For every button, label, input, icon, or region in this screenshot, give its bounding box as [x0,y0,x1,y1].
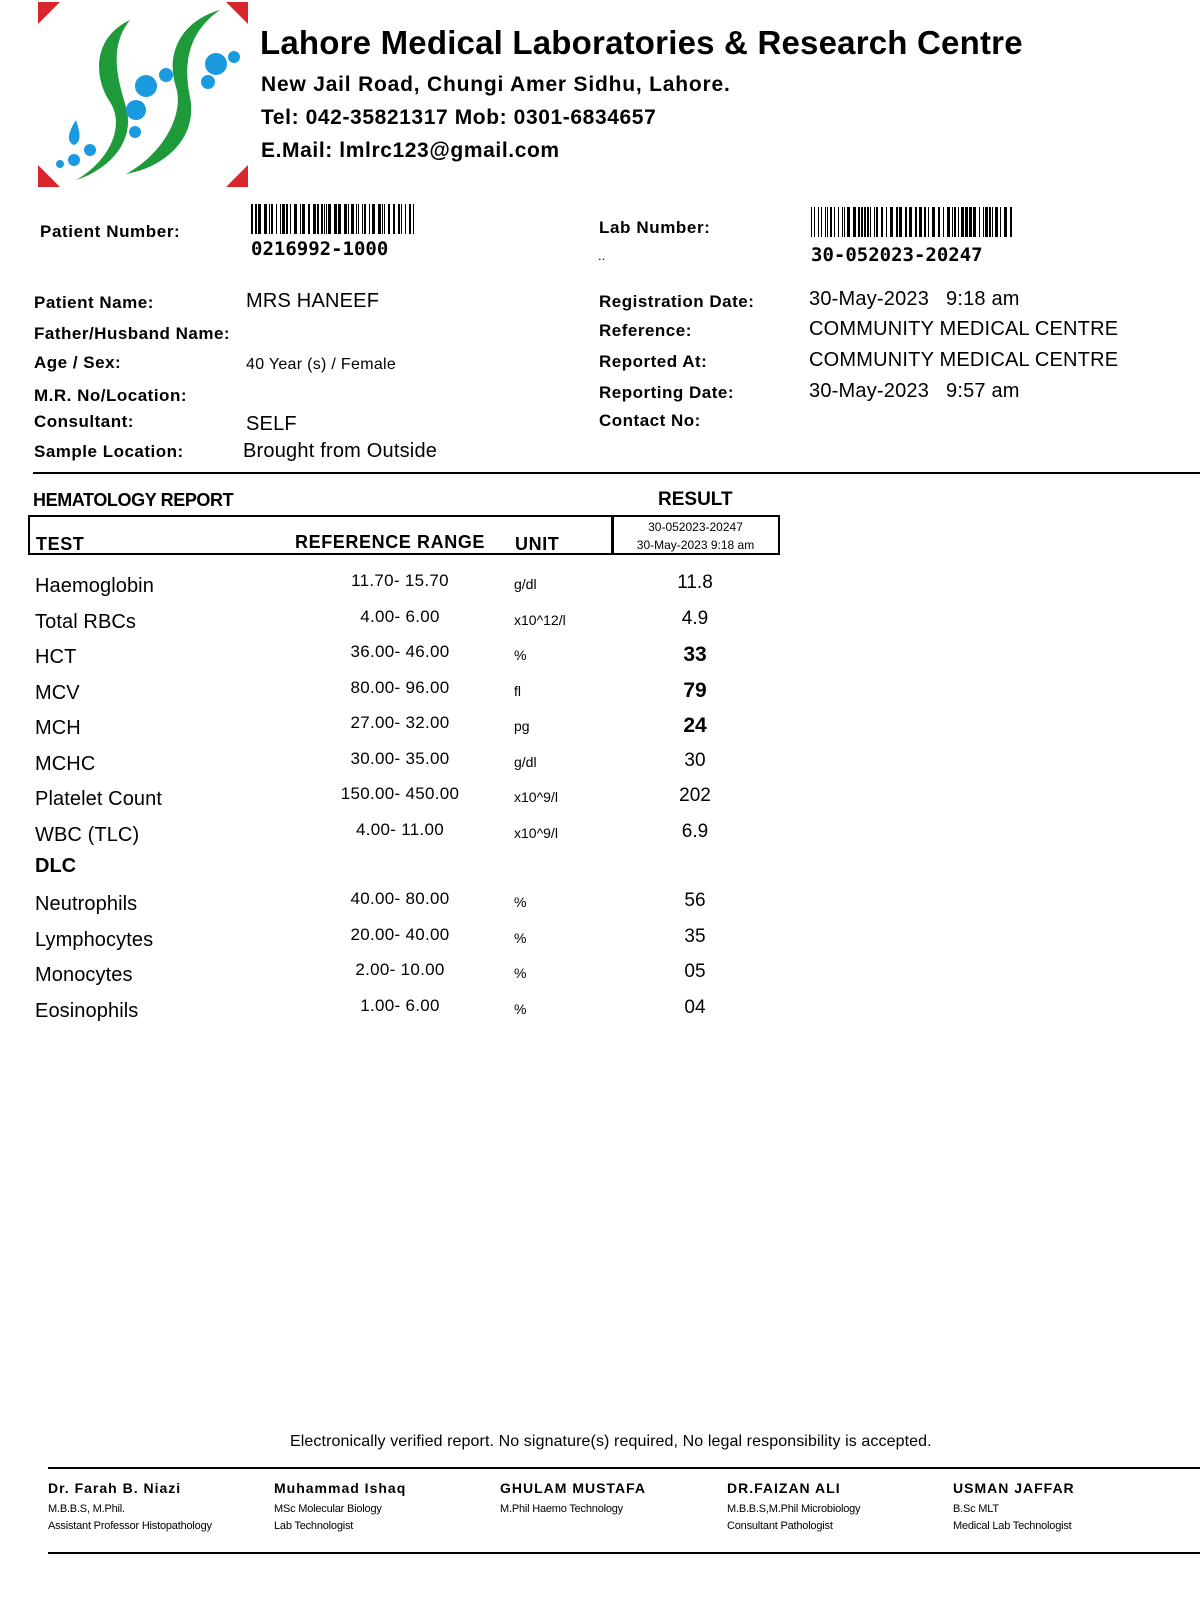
barcode-bar [280,204,281,234]
barcode-bar [842,207,843,237]
report-title: HEMATOLOGY REPORT [33,490,234,510]
footer-top-rule [48,1467,1200,1469]
barcode-bar [864,207,866,237]
unit: x10^12/l [514,611,566,628]
barcode-bar [874,207,875,237]
lab-barcode [811,207,1014,237]
test-name: MCHC [35,752,96,775]
barcode-bar [362,204,363,234]
unit: fl [514,682,521,699]
test-name: Platelet Count [35,788,163,810]
age-sex: 40 Year (s) / Female [246,356,397,373]
reference-range: 27.00- 32.00 [350,713,450,732]
signatory-designation: Consultant Pathologist [727,1520,833,1532]
barcode-bar [1004,207,1007,237]
barcode-bar [969,207,972,237]
section-divider [33,472,1200,474]
unit: pg [514,718,530,734]
test-name: MCV [35,681,80,704]
result-lab-number: 30-052023-20247 [648,520,743,534]
registration-date-label: Registration Date: [599,292,755,311]
barcode-bar [818,207,819,237]
col-reference-range: REFERENCE RANGE [295,532,486,552]
barcode-bar [286,204,288,234]
barcode-bar [271,204,273,234]
barcode-bar [995,207,998,237]
lab-number-label: Lab Number: [599,218,711,237]
barcode-bar [321,204,323,234]
patient-number: 0216992-1000 [251,238,389,260]
barcode-bar [943,207,944,237]
barcode-bar [328,204,331,234]
barcode-bar [844,207,845,237]
col-unit: UNIT [515,534,560,554]
barcode-bar [401,204,402,234]
barcode-bar [886,207,887,237]
signatory-name: GHULAM MUSTAFA [500,1480,646,1496]
signatory-qualification: B.Sc MLT [953,1503,999,1515]
reference-range: 36.00- 46.00 [350,642,450,661]
signatory-name: Dr. Farah B. Niazi [48,1480,182,1496]
patient-name: MRS HANEEF [246,290,380,312]
barcode-bar [364,204,366,234]
barcode-bar [952,207,953,237]
result-title: RESULT [658,489,733,510]
barcode-bar [398,204,400,234]
reference: COMMUNITY MEDICAL CENTRE [809,318,1119,340]
barcode-bar [409,204,411,234]
unit: x10^9/l [514,789,558,805]
barcode-bar [344,204,347,234]
test-name: Neutrophils [35,893,138,915]
lab-number: 30-052023-20247 [811,244,983,266]
barcode-bar [382,204,383,234]
mr-no-label: M.R. No/Location: [34,386,187,405]
barcode-bar [308,204,310,234]
barcode-bar [847,207,850,237]
lab-phones: Tel: 042-35821317 Mob: 0301-6834657 [261,106,657,129]
signatory-qualification: M.B.B.S,M.Phil Microbiology [727,1503,861,1515]
barcode-bar [938,207,940,237]
barcode-bar [876,207,878,237]
result-value: 4.9 [681,607,709,629]
unit: g/dl [514,753,537,770]
consultant: SELF [246,413,297,435]
barcode-bar [834,207,835,237]
barcode-bar [825,207,826,237]
result-value: 79 [683,678,707,702]
barcode-bar [992,207,993,237]
result-value: 202 [679,785,711,806]
barcode-bar [928,207,929,237]
barcode-bar [890,207,893,237]
barcode-bar [338,204,341,234]
reference-range: 80.00- 96.00 [350,677,450,697]
barcode-bar [255,204,257,234]
barcode-bar [811,207,812,237]
signatory-name: Muhammad Ishaq [274,1480,407,1496]
barcode-bar [827,207,828,237]
lab-address: New Jail Road, Chungi Amer Sidhu, Lahore. [261,73,731,96]
barcode-bar [924,207,926,237]
signatory-qualification: MSc Molecular Biology [274,1503,382,1515]
reference-range: 20.00- 40.00 [350,924,450,944]
barcode-bar [870,207,871,237]
result-value: 05 [684,961,706,982]
reporting-date-label: Reporting Date: [599,383,734,402]
age-sex-label: Age / Sex: [34,353,122,372]
unit: % [514,929,527,946]
barcode-bar [251,204,253,234]
barcode-bar [881,207,883,237]
barcode-bar [965,207,968,237]
barcode-bar [276,204,277,234]
disclaimer: Electronically verified report. No signature(s) required, No legal responsibility is accepted. [290,1433,932,1450]
signatory-designation: Assistant Professor Histopathology [48,1520,212,1532]
barcode-bar [867,207,869,237]
reporting-date: 30-May-2023 [809,380,930,402]
lab-logo-icon [38,2,248,187]
barcode-bar [388,204,390,234]
barcode-bar [954,207,956,237]
patient-barcode [251,204,414,234]
reference-range: 40.00- 80.00 [350,889,450,908]
result-value: 6.9 [681,820,709,842]
result-value: 11.8 [677,572,713,593]
test-name: Lymphocytes [35,928,154,951]
barcode-bar [979,207,980,237]
barcode-bar [814,207,815,237]
barcode-bar [915,207,917,237]
barcode-bar [405,204,406,234]
barcode-bar [384,204,385,234]
test-name: Total RBCs [35,610,137,633]
signatory-name: USMAN JAFFAR [953,1480,1075,1496]
reported-at: COMMUNITY MEDICAL CENTRE [809,349,1119,371]
unit: % [514,647,527,663]
barcode-bar [269,204,270,234]
test-name: Eosinophils [35,999,139,1022]
unit: % [514,894,527,910]
signatory-name: DR.FAIZAN ALI [727,1480,841,1496]
barcode-bar [264,204,267,234]
result-value: 24 [683,714,707,737]
barcode-bar [282,204,285,234]
barcode-bar [947,207,950,237]
lab-number-sub: .. [598,248,606,263]
barcode-bar [853,207,856,237]
barcode-bar [932,207,935,237]
barcode-bar [372,204,375,234]
patient-name-label: Patient Name: [34,293,154,312]
reported-at-label: Reported At: [599,352,708,371]
barcode-bar [919,207,922,237]
barcode-bar [1000,207,1001,237]
barcode-bar [324,204,325,234]
result-date: 30-May-2023 9:18 am [636,538,755,552]
barcode-bar [348,204,349,234]
dlc-heading: DLC [35,855,77,877]
barcode-bar [983,207,984,237]
barcode-bar [989,207,991,237]
col-test: TEST [36,534,85,554]
registration-date: 30-May-2023 [809,288,930,310]
barcode-bar [838,207,839,237]
reporting-time: 9:57 am [946,380,1020,402]
test-name: Monocytes [35,964,133,986]
lab-name: Lahore Medical Laboratories & Research Centre [260,24,1023,61]
reference-range: 4.00- 11.00 [355,819,445,839]
sample-location-label: Sample Location: [34,442,184,461]
barcode-bar [294,204,297,234]
barcode-bar [290,204,291,234]
barcode-bar [830,207,832,237]
barcode-bar [905,207,907,237]
reference-range: 11.70- 15.70 [351,571,449,590]
barcode-bar [858,207,860,237]
signatory-designation: Medical Lab Technologist [953,1520,1072,1532]
barcode-bar [896,207,898,237]
barcode-bar [1010,207,1012,237]
barcode-bar [326,204,327,234]
registration-time: 9:18 am [946,288,1020,310]
signatory-designation: Lab Technologist [274,1520,354,1532]
unit: g/dl [514,576,537,592]
signatory-qualification: M.Phil Haemo Technology [500,1503,623,1515]
barcode-bar [258,204,261,234]
unit: % [514,1000,527,1017]
barcode-bar [958,207,959,237]
consultant-label: Consultant: [34,412,134,431]
barcode-bar [909,207,912,237]
contact-no-label: Contact No: [599,411,701,430]
barcode-bar [899,207,902,237]
barcode-bar [356,204,357,234]
barcode-bar [861,207,863,237]
barcode-bar [393,204,395,234]
test-name: Haemoglobin [35,575,154,597]
barcode-bar [302,204,305,234]
result-value: 04 [684,996,706,1018]
result-value: 33 [683,643,707,666]
reference-range: 4.00- 6.00 [360,606,440,626]
barcode-bar [369,204,370,234]
barcode-bar [334,204,337,234]
unit: x10^9/l [514,824,558,841]
barcode-bar [313,204,316,234]
reference-range: 2.00- 10.00 [355,960,445,979]
barcode-bar [300,204,301,234]
test-name: WBC (TLC) [35,823,140,846]
reference-range: 1.00- 6.00 [360,995,440,1015]
barcode-bar [821,207,822,237]
signatory-qualification: M.B.B.S, M.Phil. [48,1503,125,1515]
sample-location: Brought from Outside [243,440,438,462]
barcode-bar [351,204,354,234]
test-name: MCH [35,717,81,739]
lab-email: E.Mail: lmlrc123@gmail.com [261,139,560,162]
result-value: 35 [684,925,706,947]
barcode-bar [358,204,359,234]
footer-bottom-rule [48,1552,1200,1554]
reference-range: 30.00- 35.00 [350,748,450,768]
barcode-bar [413,204,414,234]
reference-range: 150.00- 450.00 [340,784,460,803]
barcode-bar [985,207,988,237]
patient-number-label: Patient Number: [40,222,181,241]
father-name-label: Father/Husband Name: [34,324,231,343]
unit: % [514,965,527,981]
barcode-bar [973,207,976,237]
barcode-bar [961,207,964,237]
barcode-bar [317,204,319,234]
barcode-bar [378,204,381,234]
test-name: HCT [35,646,77,668]
result-value: 56 [684,890,706,911]
reference-label: Reference: [599,321,692,340]
result-value: 30 [684,749,706,771]
